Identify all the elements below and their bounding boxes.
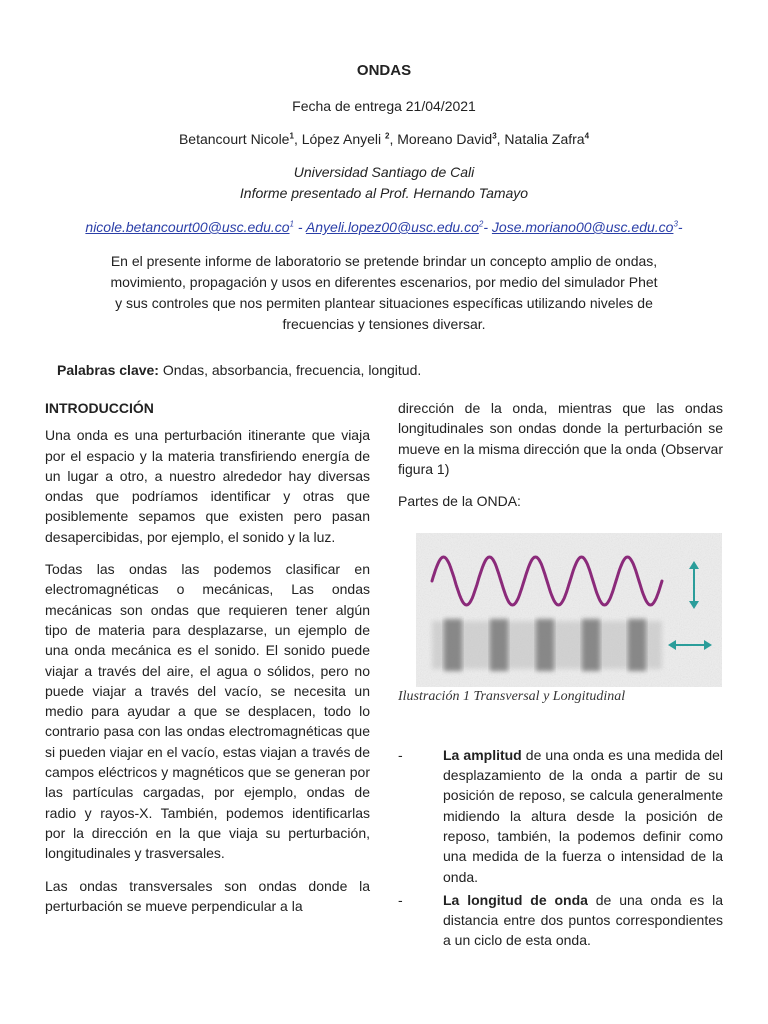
wave-illustration xyxy=(416,533,722,687)
report-professor: Informe presentado al Prof. Hernando Tamayo xyxy=(239,185,529,201)
compression-band xyxy=(444,619,462,671)
university: Universidad Santiago de Cali xyxy=(293,164,475,180)
email-link[interactable]: nicole.betancourt00@usc.edu.co xyxy=(85,219,290,235)
author-name: Betancourt Nicole xyxy=(178,131,290,147)
compression-band xyxy=(582,619,600,671)
paragraph: Una onda es una perturbación itinerante que viaja por el espacio y la materia transfiriendo energía de un lugar a otro, a nuestro alrededor hay diversas ondas que podríamos identificar y otras que posiblemente sepamos que existen pero pasan desapercibidas, por ejemplo, el sonido y la luz. xyxy=(45,427,370,545)
wave-figure xyxy=(416,533,722,687)
paragraph: Todas las ondas las podemos clasificar en electromagnéticas o mecánicas, Las ondas mecánicas son ondas que requieren tener algún tipo de materia para desplazarse, un ejemplo de una onda mecánica es el sonido. El sonido puede viajar a través del aire, el agua o sólidos, pero no puede viajar a través del vacío, se necesita un medio para ayudar a que se desplacen, todo lo contrario pasa con las ondas electromagnéticas que si pueden viajar en el vacío, estas viajan a través de campos eléctricos y magnéticos que se generan por las partículas cargadas, por ejemplo, ondas de radio y rayos-X. También, podemos identificarlas por la dirección en la que viaja su perturbación, longitudinales y trasversales. xyxy=(45,561,370,862)
keywords-text: Ondas, absorbancia, frecuencia, longitud. xyxy=(162,362,422,378)
bullet-dash: - xyxy=(398,891,403,908)
parts-label: Partes de la ONDA: xyxy=(398,493,521,510)
author-name: López Anyeli xyxy=(301,131,386,147)
section-heading: INTRODUCCIÓN xyxy=(45,400,154,416)
bullet-dash: - xyxy=(398,746,403,763)
keywords-label: Palabras clave: xyxy=(57,362,159,378)
term: La amplitud xyxy=(443,746,522,763)
paper-title: ONDAS xyxy=(356,62,412,79)
author-name: Moreano David xyxy=(397,131,493,147)
term: La longitud de onda xyxy=(443,891,588,908)
longitudinal-wave xyxy=(432,619,662,671)
keywords xyxy=(57,362,421,378)
author-list: Betancourt Nicole$^1$, López Anyeli $^2$, Moreano David$^3$, Natalia Zafra$^4$ xyxy=(178,131,590,147)
compression-band xyxy=(628,619,646,671)
left-column xyxy=(45,398,370,928)
abstract: En el presente informe de laboratorio se pretende brindar un concepto amplio de ondas, movimiento, propagación y usos en diferentes escenarios, por medio del simulador Phet y sus controles que nos permiten plantear situaciones específicas utilizando niveles de frecuencias y tensiones diversar. xyxy=(110,253,658,332)
paragraph: dirección de la onda, mientras que las ondas longitudinales son ondas donde la perturbación se mueve en la misma dirección que la onda (Observar figura 1) xyxy=(398,400,723,477)
list-item xyxy=(398,745,723,887)
compression-band xyxy=(490,619,508,671)
wave-parts-list xyxy=(398,745,723,951)
email-link[interactable]: Anyeli.lopez00@usc.edu.co xyxy=(305,219,479,235)
definition: de una onda es la distancia entre dos puntos correspondientes a un ciclo de esta onda. xyxy=(443,891,723,949)
right-column xyxy=(398,398,723,954)
paragraph: Las ondas transversales son ondas donde la perturbación se mueve perpendicular a la xyxy=(45,877,370,914)
list-item xyxy=(398,890,723,951)
email-links: $nicole.betancourt00@usc.edu.co^1$ - $Anyeli.lopez00@usc.edu.co^2-$ $Jose.moriano00@usc.edu.co^3-$ xyxy=(85,219,683,235)
email-link[interactable]: Jose.moriano00@usc.edu.co xyxy=(491,219,674,235)
submission-date: Fecha de entrega 21/04/2021 xyxy=(292,98,476,114)
compression-band xyxy=(536,619,554,671)
figure-caption: Ilustración 1 Transversal y Longitudinal xyxy=(398,689,626,705)
author-name: Natalia Zafra xyxy=(504,131,585,147)
definition: de una onda es una medida del desplazamiento de la onda a partir de su posición de reposo, se calcula generalmente midiendo la altura desde la posición de reposo, también, la podemos definir como una medida de la fuerza o intensidad de la onda. xyxy=(443,746,723,885)
